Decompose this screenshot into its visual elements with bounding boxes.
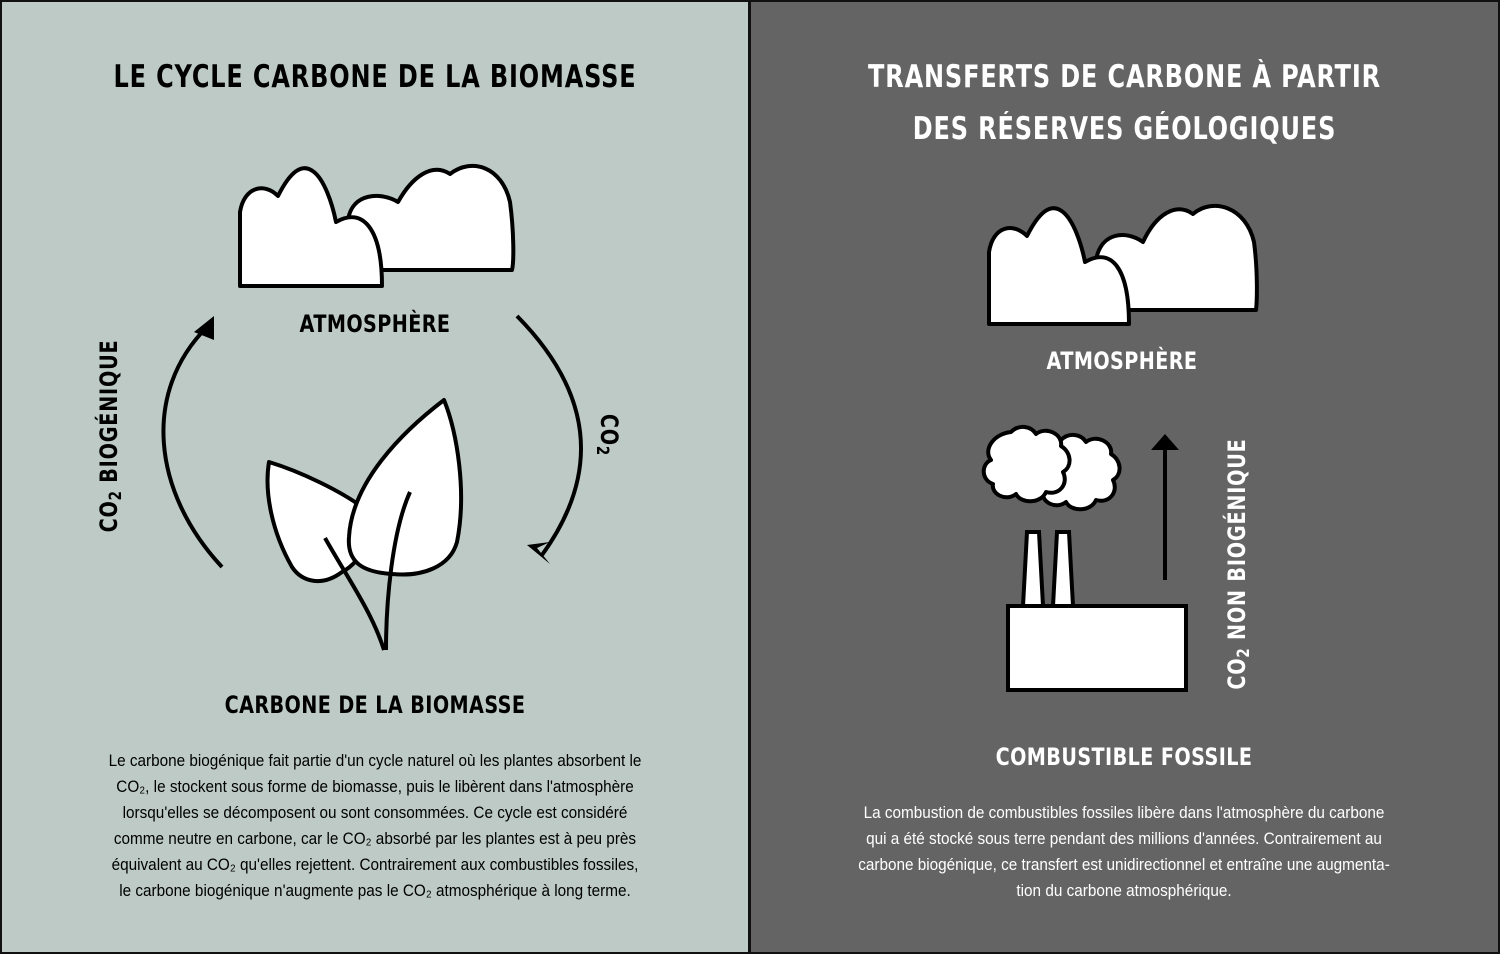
paragraph-line: qui a été stocké sous terre pendant des millions d'années. Contrairement au <box>866 829 1382 848</box>
paragraph-line: lorsqu'elles se décomposent ou sont consommées. Ce cycle est considéré <box>122 803 628 822</box>
co2-subscript: 2 <box>105 490 126 501</box>
co2-text: CO <box>1222 657 1251 690</box>
paragraph-line: comme neutre en carbone, car le CO₂ absorbé par les plantes est à peu près <box>113 829 637 848</box>
non-biogenic-co2-label <box>1223 438 1253 689</box>
co2-release-label <box>593 414 623 456</box>
biogenic-co2-label <box>95 340 125 533</box>
factory-icon <box>1008 532 1186 690</box>
atmosphere-label: ATMOSPHÈRE <box>1046 347 1198 375</box>
smoke-icon <box>984 427 1120 509</box>
paragraph-line: CO₂, le stockent sous forme de biomasse, puis le libèrent dans l'atmosphère <box>116 777 634 796</box>
co2-subscript: 2 <box>1233 647 1254 658</box>
up-arrow-icon <box>1151 434 1179 580</box>
paragraph-line: tion du carbone atmosphérique. <box>1016 881 1232 900</box>
paragraph-line: Le carbone biogénique fait partie d'un cycle naturel où les plantes absorbent le <box>108 751 642 770</box>
right-title-line1: TRANSFERTS DE CARBONE À PARTIR <box>868 59 1381 95</box>
left-description <box>60 748 690 904</box>
biomass-cycle-panel <box>2 2 748 952</box>
non-biogenic-text: NON BIOGÉNIQUE <box>1222 438 1251 648</box>
co2-text: CO <box>595 413 624 446</box>
biogenic-text: BIOGÉNIQUE <box>94 339 123 491</box>
biomass-carbon-label: CARBONE DE LA BIOMASSE <box>224 691 526 719</box>
clouds-icon <box>240 166 513 286</box>
geological-transfer-panel <box>751 2 1498 952</box>
atmosphere-label: ATMOSPHÈRE <box>299 310 451 338</box>
co2-subscript: 2 <box>592 445 613 457</box>
paragraph-line: carbone biogénique, ce transfert est unidirectionnel et entraîne une augmenta- <box>858 855 1390 874</box>
paragraph-line: le carbone biogénique n'augmente pas le CO₂ atmosphérique à long terme. <box>119 881 631 900</box>
fossil-fuel-label: COMBUSTIBLE FOSSILE <box>995 743 1253 771</box>
right-description <box>809 800 1439 904</box>
clouds-icon <box>989 206 1257 324</box>
paragraph-line: équivalent au CO₂ qu'elles rejettent. Contrairement aux combustibles fossiles, <box>111 855 639 874</box>
leaves-icon <box>268 400 462 650</box>
left-title: LE CYCLE CARBONE DE LA BIOMASSE <box>113 59 637 95</box>
right-title-line2: DES RÉSERVES GÉOLOGIQUES <box>912 111 1337 147</box>
co2-text: CO <box>94 500 123 533</box>
paragraph-line: La combustion de combustibles fossiles libère dans l'atmosphère du carbone <box>863 803 1385 822</box>
